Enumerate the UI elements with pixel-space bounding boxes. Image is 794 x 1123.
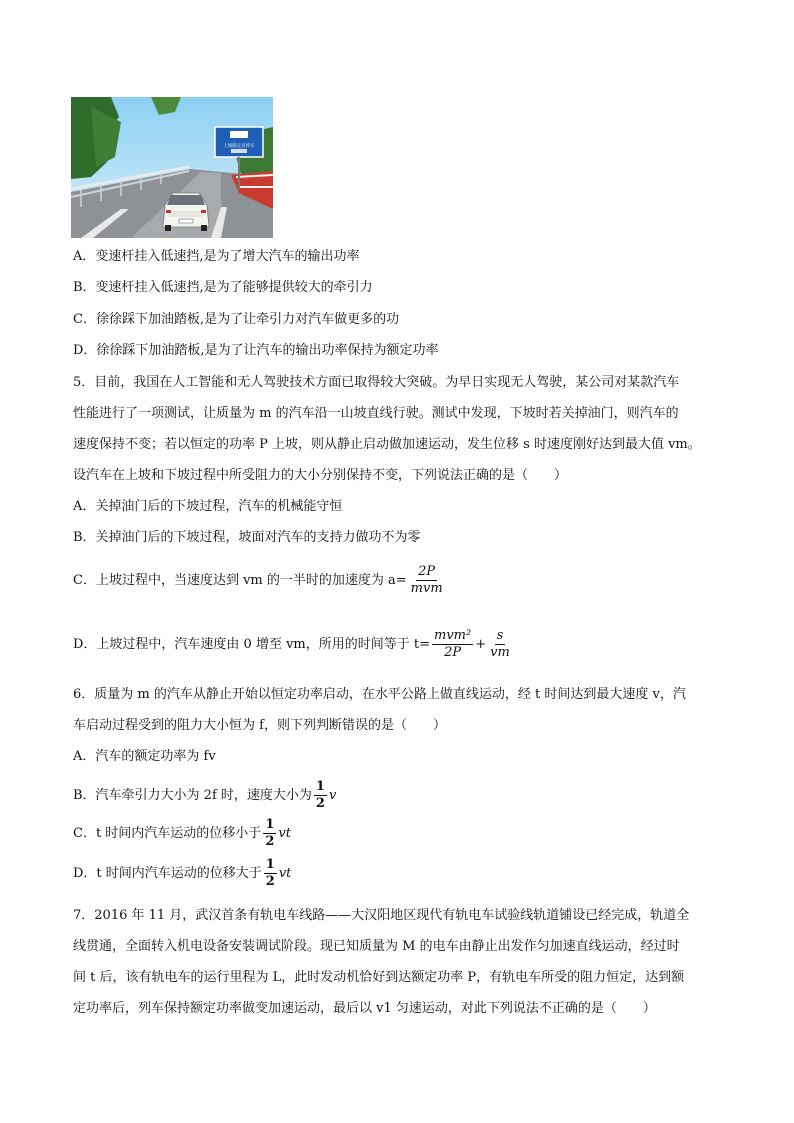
q6-option-d-half-num: 1 [265, 857, 275, 872]
q5-option-d-fraction-2 [488, 628, 512, 661]
q4-option-c: C．徐徐踩下加油踏板,是为了让牵引力对汽车做更多的功 [73, 312, 400, 327]
q6-option-d-half-den: 2 [265, 874, 275, 889]
q6-option-d-suffix: vt [278, 866, 292, 881]
q5-option-d-numerator-2: s [496, 628, 504, 643]
sign-text: 上坡路定点停车 [223, 144, 255, 149]
q5-option-c-text: C．上坡过程中，当速度达到 vm 的一半时的加速度为 a= [73, 573, 407, 588]
q7-stem-line-3: 间 t 后，该有轨电车的运行里程为 L，此时发动机恰好到达额定功率 P，有轨电车所受的阻力恒定，达到额 [73, 970, 685, 985]
q4-option-a: A．变速杆挂入低速挡,是为了增大汽车的输出功率 [73, 249, 360, 264]
q6-option-b-suffix: v [328, 788, 337, 803]
q7-stem-line-4: 定功率后，列车保持额定功率做变加速运动，最后以 v1 匀速运动，对此下列说法不正确的是（ ） [73, 1001, 656, 1016]
q5-stem-line-2: 性能进行了一项测试，让质量为 m 的汽车沿一山坡直线行驶。测试中发现，下坡时若关掉油门，则汽车的 [73, 406, 679, 421]
q6-option-c-text: C．t 时间内汽车运动的位移小于 [73, 826, 262, 841]
q5-option-c-denominator: mvm [410, 581, 443, 596]
q5-option-d-plus: + [475, 637, 487, 652]
q6-option-d-text: D．t 时间内汽车运动的位移大于 [73, 866, 262, 881]
q6-option-b [73, 778, 336, 814]
q7-stem-line-2: 线贯通，全面转入机电设备安装调试阶段。现已知质量为 M 的电车由静止出发作匀加速直线运动，经过时 [73, 939, 680, 954]
q5-stem-line-1: 5．目前，我国在人工智能和无人驾驶技术方面已取得较大突破。为早日实现无人驾驶，某公司对某款汽车 [73, 375, 680, 390]
q5-stem-line-3: 速度保持不变；若以恒定的功率 P 上坡，则从静止启动做加速运动，发生位移 s 时速度刚好达到最大值 vm。 [73, 437, 701, 452]
q6-stem-line-2: 车启动过程受到的阻力大小恒为 f，则下列判断错误的是（ ） [73, 718, 446, 733]
slope-parking-photo [71, 97, 273, 238]
figure-car-on-slope [71, 97, 273, 238]
q5-option-d-text: D．上坡过程中，汽车速度由 0 增至 vm，所用的时间等于 t= [73, 637, 431, 652]
q5-option-d-denominator-1: 2P [444, 645, 462, 660]
q6-option-d-half [264, 857, 277, 890]
q6-option-c-suffix: vt [278, 826, 291, 841]
q4-option-d: D．徐徐踩下加油踏板,是为了让汽车的输出功率保持为额定功率 [73, 343, 439, 358]
q5-option-c [73, 563, 447, 599]
q6-option-a: A．汽车的额定功率为 fv [73, 749, 216, 764]
q5-option-b: B．关掉油门后的下坡过程，坡面对汽车的支持力做功不为零 [73, 530, 421, 545]
q6-option-c-half [263, 817, 276, 850]
q7-stem-line-1: 7．2016 年 11 月，武汉首条有轨电车线路——大汉阳地区现代有轨电车试验线轨道铺设已经完成，轨道全 [73, 908, 690, 923]
q5-option-c-numerator: 2P [418, 564, 436, 579]
q6-stem-line-1: 6．质量为 m 的汽车从静止开始以恒定功率启动，在水平公路上做直线运动，经 t 时间达到最大速度 v，汽 [73, 687, 686, 702]
q6-option-b-text: B．汽车牵引力大小为 2f 时，速度大小为 [73, 788, 312, 803]
q5-option-d [73, 625, 514, 665]
q6-option-c [73, 816, 291, 852]
q6-option-c-half-num: 1 [265, 817, 275, 832]
q6-option-d [73, 856, 291, 892]
q5-option-a: A．关掉油门后的下坡过程，汽车的机械能守恒 [73, 499, 343, 514]
q5-stem-line-4: 设汽车在上坡和下坡过程中所受阻力的大小分别保持不变，下列说法正确的是（ ） [73, 468, 568, 483]
q5-option-d-fraction-1 [432, 628, 473, 661]
q4-option-b: B．变速杆挂入低速挡,是为了能够提供较大的牵引力 [73, 280, 373, 295]
q5-option-d-numerator-1: mvm² [434, 628, 472, 643]
q6-option-c-half-den: 2 [265, 834, 275, 849]
q6-option-b-half-num: 1 [315, 779, 325, 794]
q5-option-d-denominator-2: vm [490, 645, 510, 660]
q6-option-b-half-den: 2 [315, 796, 325, 811]
q6-option-b-half [314, 779, 327, 812]
q5-option-c-fraction [409, 564, 445, 597]
